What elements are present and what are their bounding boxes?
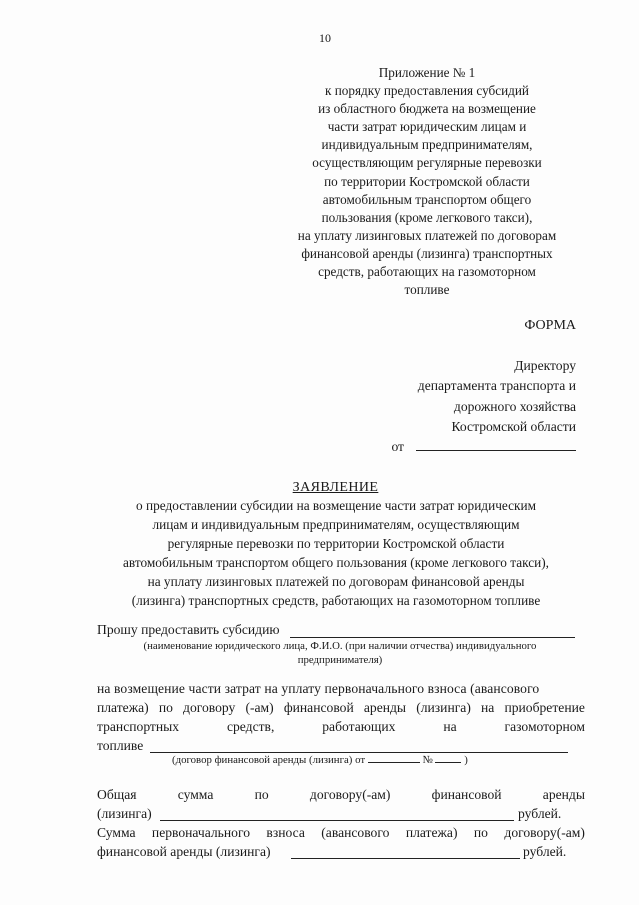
purpose-line-3 <box>97 719 585 735</box>
hint-line: (наименование юридического лица, Ф.И.О. (при наличии отчества) индивидуального <box>143 640 537 652</box>
word: транспортных <box>97 719 180 734</box>
request-row <box>97 622 585 638</box>
hint-text: ) <box>464 754 468 766</box>
appendix-line: части затрат юридическим лицам и <box>327 119 527 135</box>
word: на <box>443 719 457 734</box>
addressee-block <box>391 356 576 457</box>
word: средств, <box>226 719 275 734</box>
purpose-line-2 <box>97 700 585 716</box>
statement-line: автомобильным транспортом общего пользования (кроме легкового такси), <box>123 555 549 570</box>
word: финансовой <box>283 700 354 715</box>
purpose-line-1: на возмещение части затрат на уплату первоначального взноса (авансового <box>97 681 540 696</box>
total-amount-field[interactable] <box>160 820 514 821</box>
word: Сумма <box>97 825 136 840</box>
from-blank-field[interactable] <box>416 437 576 451</box>
word: (лизинга) <box>416 700 471 715</box>
page-number: 10 <box>319 31 331 45</box>
form-label: ФОРМА <box>524 318 576 333</box>
word: договору(-ам) <box>504 825 585 840</box>
contract-date-field[interactable] <box>368 752 420 763</box>
appendix-line: из областного бюджета на возмещение <box>318 101 536 117</box>
appendix-line: пользования (кроме легкового такси), <box>321 209 533 225</box>
appendix-line: автомобильным транспортом общего <box>322 191 532 207</box>
statement-title: ЗАЯВЛЕНИЕ <box>292 480 379 495</box>
hint-text: (договор финансовой аренды (лизинга) от <box>172 754 366 766</box>
appendix-line: топливе <box>404 282 450 298</box>
word: по <box>473 825 488 840</box>
statement-line: регулярные перевозки по территории Костромской области <box>167 536 505 551</box>
word: по <box>158 700 173 715</box>
word: платежа) <box>97 700 149 715</box>
from-row <box>391 437 576 457</box>
total-line-1 <box>97 787 585 803</box>
word: по <box>254 787 269 802</box>
appendix-header <box>262 64 592 299</box>
request-label: Прошу предоставить субсидию <box>97 622 280 637</box>
word: аренды <box>363 700 407 715</box>
addressee-line: департамента транспорта и <box>417 378 576 394</box>
initial-payment-field[interactable] <box>291 858 520 859</box>
word: приобретение <box>504 700 585 715</box>
addressee-line: Директору <box>514 358 576 373</box>
word: аренды <box>542 787 585 802</box>
addressee-line: дорожного хозяйства <box>453 398 576 414</box>
word: рублей. <box>518 806 562 821</box>
word: договору(-ам) <box>309 787 391 802</box>
word: финансовой <box>431 787 502 802</box>
word: сумма <box>177 787 214 802</box>
word: (-ам) <box>245 700 274 715</box>
word: топливе <box>97 738 144 753</box>
appendix-line: Приложение № 1 <box>378 65 476 80</box>
word: финансовой аренды (лизинга) <box>97 844 271 859</box>
word: рублей. <box>523 844 567 859</box>
statement-line: о предоставлении субсидии на возмещение части затрат юридическим <box>135 498 537 513</box>
word: договору <box>183 700 236 715</box>
addressee-line: Костромской области <box>451 418 576 434</box>
word: газомоторном <box>504 719 585 734</box>
word: работающих <box>322 719 396 734</box>
word: (лизинга) <box>97 806 152 821</box>
statement-line: лицам и индивидуальным предпринимателям, осуществляющим <box>152 517 520 532</box>
from-label: от <box>391 439 404 455</box>
word: (авансового <box>321 825 390 840</box>
request-hint <box>90 639 590 667</box>
applicant-name-field[interactable] <box>290 637 575 638</box>
appendix-line: средств, работающих на газомоторном <box>318 264 536 280</box>
word: на <box>481 700 495 715</box>
word: взноса <box>266 825 305 840</box>
appendix-line: индивидуальным предпринимателям, <box>321 137 533 153</box>
word: первоначального <box>151 825 250 840</box>
initial-line-1 <box>97 825 585 841</box>
statement-subject <box>88 496 584 610</box>
hint-line: предпринимателя) <box>297 654 383 666</box>
hint-text: № <box>422 754 433 766</box>
appendix-line: к порядку предоставления субсидий <box>325 83 529 99</box>
contract-hint <box>172 752 468 767</box>
statement-line: на уплату лизинговых платежей по договорам финансовой аренды <box>147 574 525 589</box>
appendix-line: по территории Костромской области <box>324 173 530 189</box>
word: платежа) <box>405 825 458 840</box>
appendix-line: на уплату лизинговых платежей по договорам <box>297 227 557 243</box>
statement-line: (лизинга) транспортных средств, работающих на газомоторном топливе <box>131 593 541 608</box>
word: Общая <box>97 787 137 802</box>
appendix-line: осуществляющим регулярные перевозки <box>312 155 542 171</box>
appendix-line: финансовой аренды (лизинга) транспортных <box>301 245 553 261</box>
contract-number-field[interactable] <box>435 752 461 763</box>
